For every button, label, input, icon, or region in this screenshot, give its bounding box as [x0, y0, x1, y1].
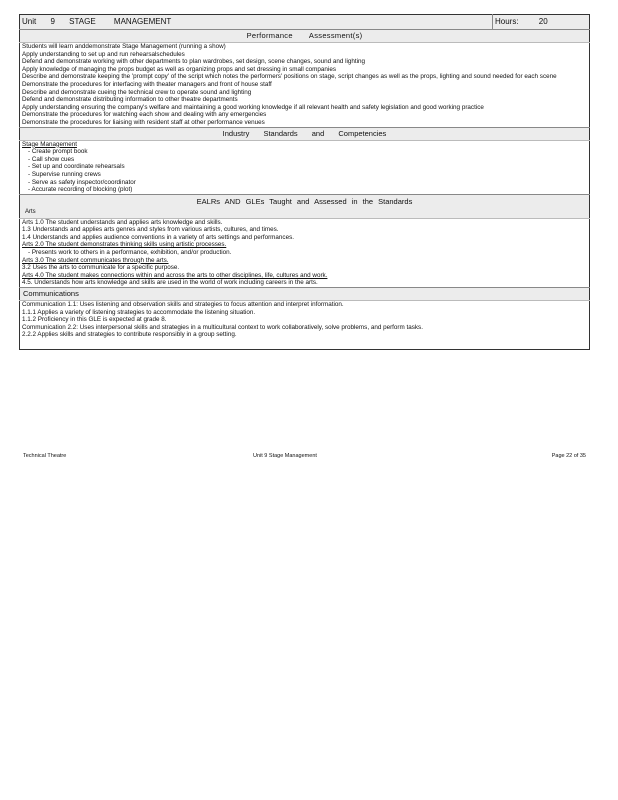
performance-item: Students will learn anddemonstrate Stage Management (running a show) — [22, 43, 226, 50]
unit-label: Unit — [22, 17, 37, 26]
performance-item: Apply understanding to set up and run rehearsalschedules — [22, 50, 185, 58]
unit-header-row — [20, 15, 590, 30]
unit-table — [19, 14, 590, 350]
communications-heading-row — [20, 288, 590, 301]
standard-item: Arts 4.0 The student makes connections within and across the arts to other disciplines, life, cultures and work. — [22, 271, 328, 279]
hours-label: Hours: — [495, 17, 519, 26]
performance-item: Demonstrate the procedures for watching each show and dealing with any emergencies — [22, 111, 267, 119]
arts-subheading: Arts — [25, 208, 36, 215]
industry-body-row — [20, 140, 590, 194]
competency-item: - Serve as safety inspector/coordinator — [28, 178, 136, 186]
ealrs-heading-row — [20, 194, 590, 218]
standard-item: Arts 3.0 The student communicates through the arts. — [22, 256, 169, 264]
competency-item: - Create prompt book — [28, 148, 88, 156]
unit-title-2: MANAGEMENT — [113, 17, 172, 26]
footer-course: Technical Theatre — [23, 453, 67, 459]
performance-body-row — [20, 43, 590, 128]
standard-item: 1.4 Understands and applies audience conventions in a variety of arts settings and performances. — [22, 233, 294, 241]
performance-item: Describe and demonstrate keeping the 'prompt copy' of the script which notes the performers' positions on stage, script changes as well as the props, lighting and sound needed for each scene — [22, 73, 557, 81]
ealrs-list — [20, 218, 590, 287]
ealrs-heading: EALRs AND GLEs Taught and Assessed in the Standards — [196, 196, 413, 206]
unit-title-1: STAGE — [69, 17, 96, 26]
unit-heading — [20, 15, 493, 30]
performance-item: Defend and demonstrate distributing information to other theatre departments — [22, 96, 238, 104]
industry-list — [20, 140, 590, 194]
performance-list — [20, 43, 590, 128]
hours-cell — [493, 15, 590, 30]
standard-item: 4.5. Understands how arts knowledge and skills are used in the world of work including careers in the arts. — [22, 279, 318, 287]
communication-item: 1.1.2 Proficiency in this GLE is expected at grade 8. — [22, 316, 167, 324]
industry-heading-word: Industry — [222, 128, 250, 138]
page-footer — [23, 453, 586, 461]
performance-heading-row — [20, 30, 590, 43]
communications-heading: Communications — [20, 288, 590, 301]
communications-list — [20, 301, 590, 350]
competency-item: - Call show cues — [28, 155, 75, 163]
communication-item: 2.2.2 Applies skills and strategies to contribute responsibly in a group setting. — [22, 331, 237, 339]
competencies-heading-word: Competencies — [338, 128, 387, 138]
competency-item: - Set up and coordinate rehearsals — [28, 163, 125, 171]
communications-body-row — [20, 301, 590, 350]
industry-heading-row — [20, 127, 590, 140]
standard-item: 1.3 Understands and applies arts genres and styles from various artists, cultures, and times. — [22, 226, 279, 234]
industry-heading — [20, 127, 590, 140]
performance-item: Apply knowledge of managing the props budget as well as organizing props and set dressing in small companies — [22, 65, 336, 73]
standards-heading-word: Standards — [263, 128, 298, 138]
communication-item: Communication 1.1: Uses listening and observation skills and strategies to focus attention and interpret information. — [22, 301, 344, 309]
standard-item: 3.2 Uses the arts to communicate for a specific purpose. — [22, 264, 180, 272]
performance-heading — [20, 30, 590, 43]
performance-item: Describe and demonstrate cueing the technical crew to operate sound and lighting — [22, 88, 252, 96]
communication-item: 1.1.1 Applies a variety of listening strategies to accommodate the listening situation. — [22, 308, 256, 316]
performance-item: Demonstrate the procedures for interfacing with theater managers and front of house staff — [22, 80, 272, 88]
hours-value: 20 — [538, 17, 548, 26]
competency-item: - Supervise running crews — [28, 170, 101, 178]
footer-page-number: Page 22 of 35 — [551, 453, 586, 459]
performance-heading-word: Performance — [246, 31, 293, 40]
industry-title: Stage Management — [22, 140, 77, 148]
footer-unit: Unit 9 Stage Management — [253, 453, 317, 459]
competency-item: - Accurate recording of blocking (plot) — [28, 186, 133, 194]
communication-item: Communication 2.2: Uses interpersonal skills and strategies in a multicultural context to work collaboratively, solve problems, and perform tasks. — [22, 323, 423, 331]
standard-item: Arts 1.0 The student understands and applies arts knowledge and skills. — [22, 218, 223, 226]
ealrs-heading-cell — [20, 194, 590, 218]
document-page — [19, 14, 590, 350]
unit-number: 9 — [50, 17, 55, 26]
ealrs-body-row — [20, 218, 590, 287]
performance-item: Demonstrate the procedures for liaising with resident staff at other performance venues — [22, 118, 265, 126]
standard-item: - Presents work to others in a performance, exhibition, and/or production. — [28, 249, 232, 257]
performance-item: Defend and demonstrate working with other departments to plan wardrobes, set design, scene changes, sound and lighting — [22, 58, 366, 66]
and-heading-word: and — [311, 128, 325, 138]
assessment-heading-word: Assessment(s) — [308, 31, 363, 40]
industry-items — [22, 148, 587, 194]
standard-item: Arts 2.0 The student demonstrates thinking skills using artistic processes. — [22, 241, 227, 249]
performance-item: Apply understanding ensuring the company's welfare and maintaining a good working knowledge if all relevant health and safety legislation and good working practice — [22, 103, 484, 111]
